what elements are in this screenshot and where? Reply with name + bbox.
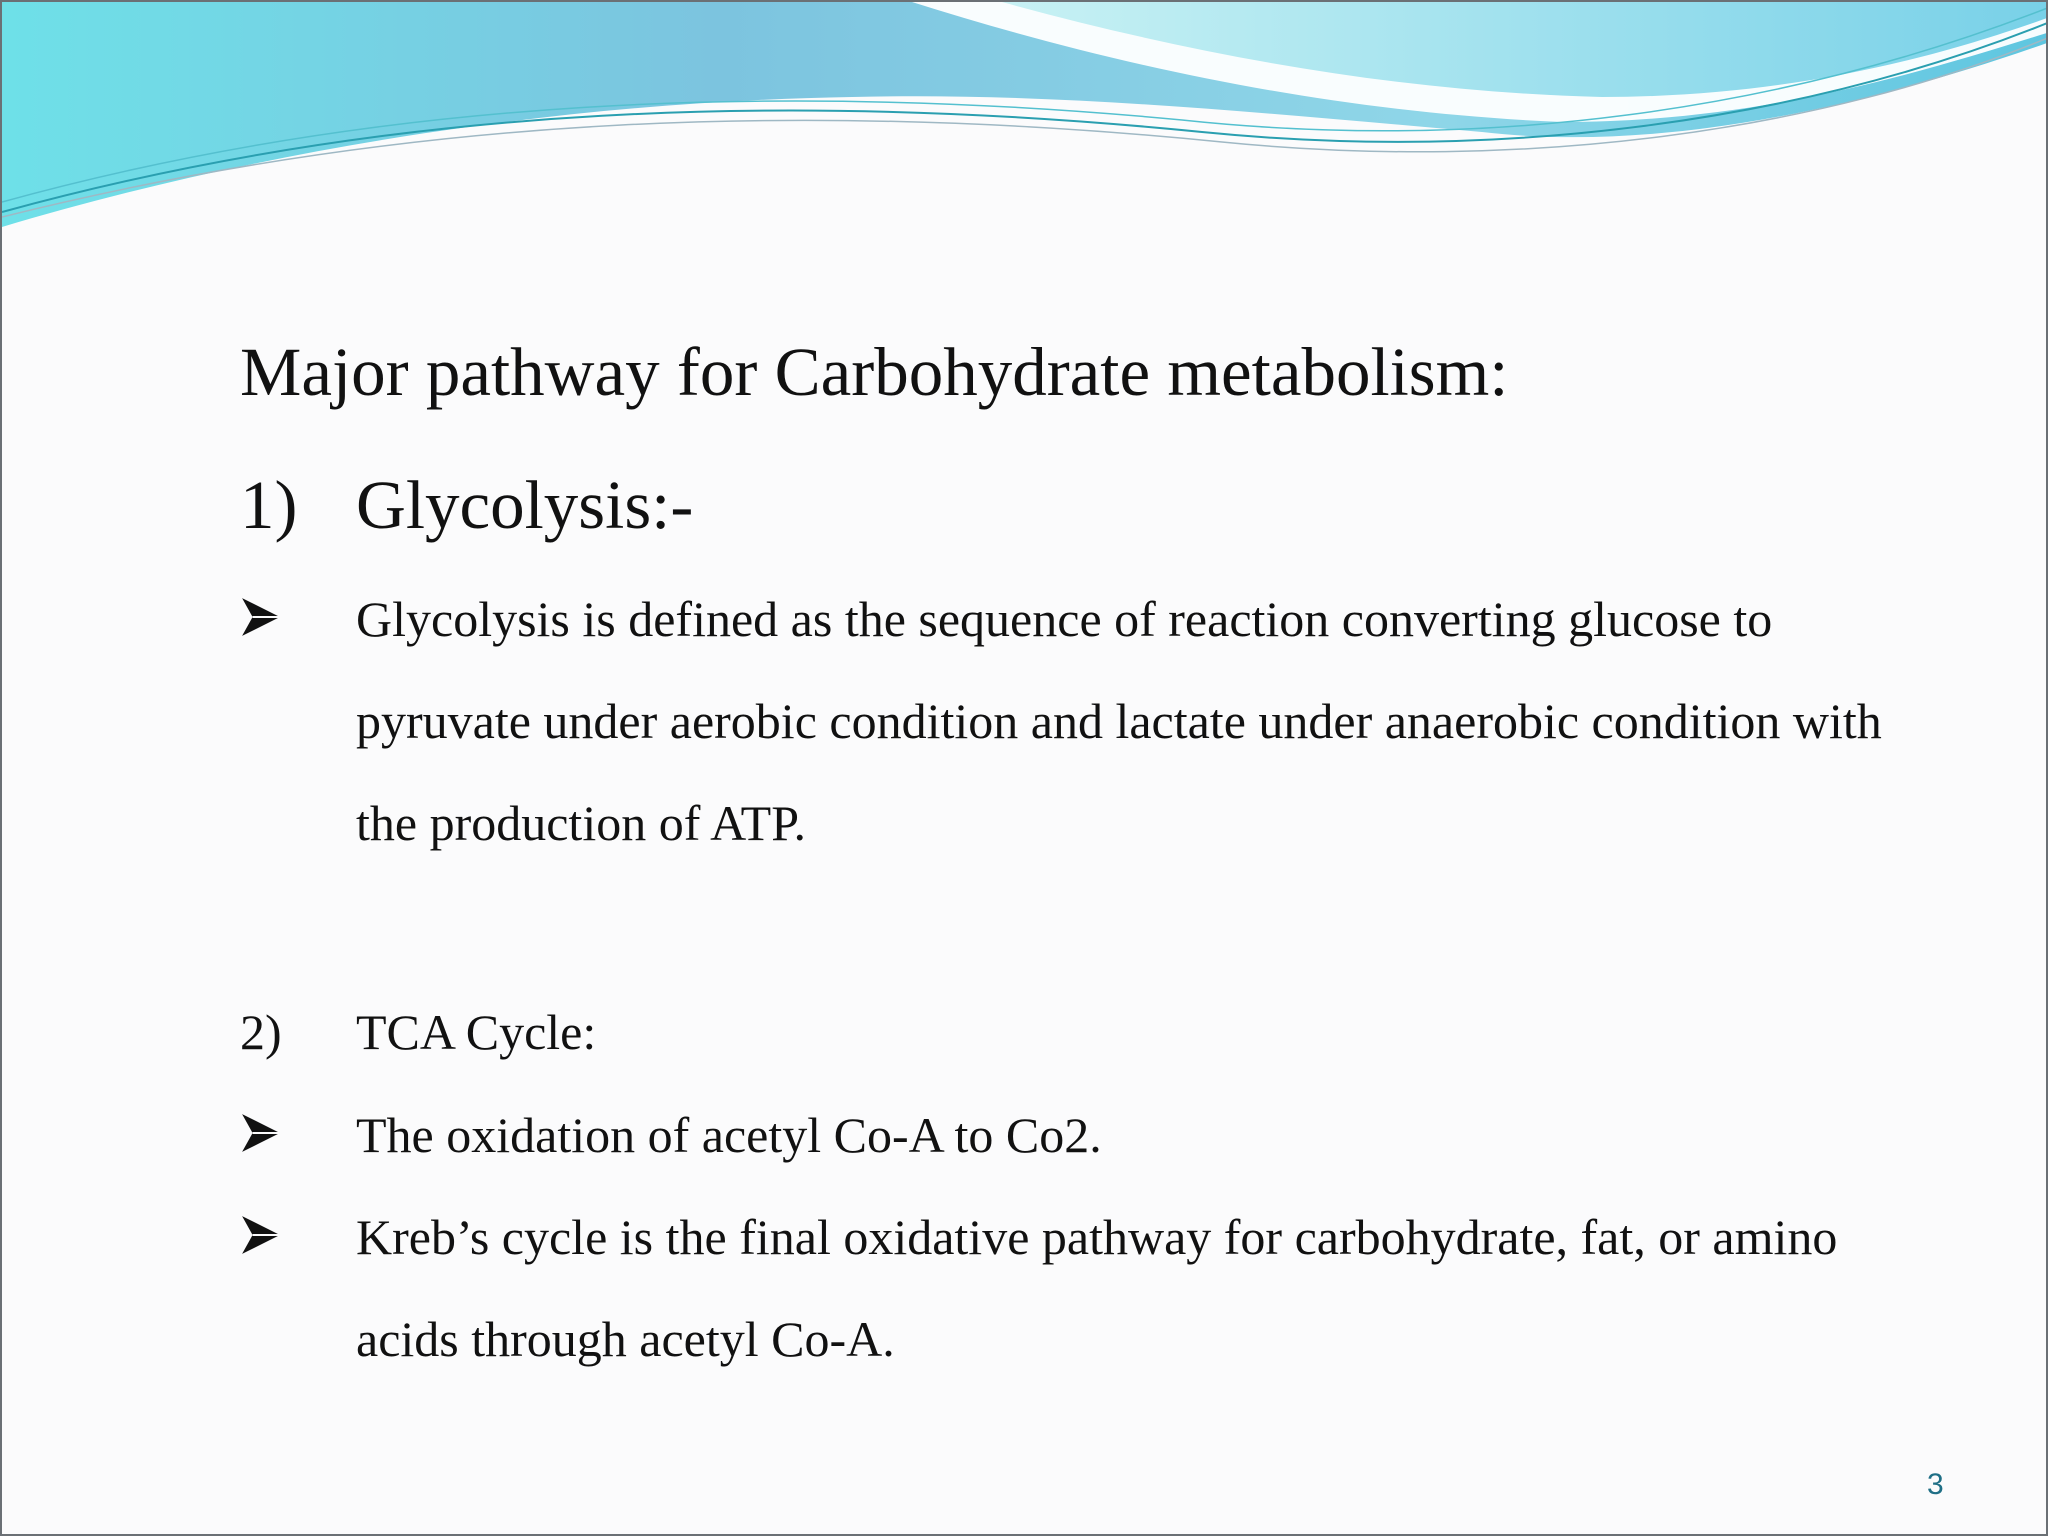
page-number: 3 [1927,1468,1944,1501]
section-number: 1) [240,467,298,543]
bullet-text: Glycolysis is defined as the sequence of reaction converting glucose to pyruvate under aerobic condition and lactate under anaerobic condition with the production of ATP. [356,591,1882,851]
slide-title: Major pathway for Carbohydrate metabolism: [240,334,1509,410]
section-heading-text: Glycolysis:- [356,467,694,543]
arrow-bullet-icon [240,596,282,638]
arrow-bullet-icon [240,1112,282,1154]
bullet-text: Kreb’s cycle is the final oxidative pathway for carbohydrate, fat, or amino acids through acetyl Co-A. [356,1209,1838,1367]
arrow-bullet-icon [240,1214,282,1256]
header-wave-decoration [2,2,2048,242]
bullet-text: The oxidation of acetyl Co-A to Co2. [356,1107,1102,1163]
section-number: 2) [240,1004,282,1060]
section-heading-text: TCA Cycle: [356,1004,597,1060]
